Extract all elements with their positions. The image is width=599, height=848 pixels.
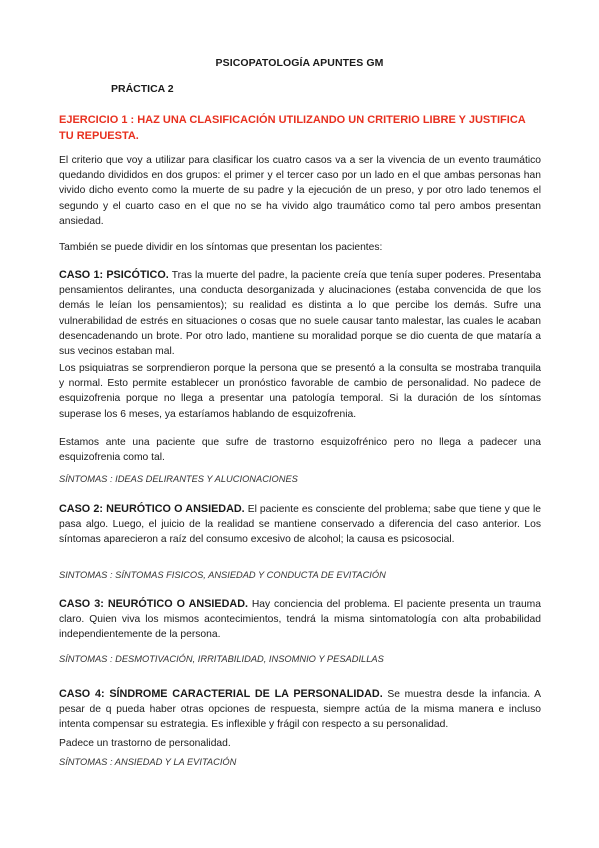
document-subtitle: PRÁCTICA 2 (111, 83, 174, 95)
caso4-title: CASO 4: SÍNDROME CARACTERIAL DE LA PERSONALIDAD. (59, 688, 383, 700)
caso2-symptoms: SINTOMAS : SÍNTOMAS FISICOS, ANSIEDAD Y CONDUCTA DE EVITACIÓN (59, 570, 386, 580)
caso4-text: Se muestra desde la infancia. A pesar de q pueda haber otras opciones de respuesta, siempre actúa de la misma manera e incluso intenta compensar su estrategia. Es inflexible y frágil con respecto a su personalidad. (59, 689, 541, 731)
caso1-text: Tras la muerte del padre, la paciente creía que tenía super poderes. Presentaba pensamientos delirantes, una conducta desorganizada y alucinaciones (estaba convencida de que los demás le leían los pensamientos); su realidad es distinta a lo que percibe los demás. Sufre una vulnerabilidad de estrés en situaciones o cosas que no suele causar tanto malestar, las cuales le acaban desencadenando un brote. Por otro lado, mantiene su moralidad porque se dio cuenta de que mataría a sus vecinos estaban mal. (59, 270, 541, 358)
caso4-paragraph (59, 687, 541, 733)
caso3-symptoms: SÍNTOMAS : DESMOTIVACIÓN, IRRITABILIDAD, INSOMNIO Y PESADILLAS (59, 654, 384, 664)
caso3-title: CASO 3: NEURÓTICO O ANSIEDAD. (59, 598, 248, 610)
intro-paragraph-2: También se puede dividir en los síntomas que presentan los pacientes: (59, 242, 383, 253)
caso3-paragraph (59, 597, 541, 643)
document-title: PSICOPATOLOGÍA APUNTES GM (215, 57, 384, 69)
caso3-text: Hay conciencia del problema. El paciente presenta un trauma claro. Quien viva los mismos acontecimientos, tendrá la misma sintomatología con alta probabilidad independientemente de la persona. (59, 599, 541, 641)
caso1-symptoms: SÍNTOMAS : IDEAS DELIRANTES Y ALUCIONACIONES (59, 474, 298, 484)
caso2-paragraph (59, 502, 541, 548)
caso4-symptoms: SÍNTOMAS : ANSIEDAD Y LA EVITACIÓN (59, 757, 237, 767)
caso1-paragraph (59, 268, 541, 359)
exercise-heading: EJERCICIO 1 : HAZ UNA CLASIFICACIÓN UTILIZANDO UN CRITERIO LIBRE Y JUSTIFICA TU REPUESTA. (59, 114, 526, 142)
caso1-paragraph-3: Estamos ante una paciente que sufre de trastorno esquizofrénico pero no llega a padecer una esquizofrenia como tal. (59, 437, 541, 464)
intro-paragraph: El criterio que voy a utilizar para clasificar los cuatro casos va a ser la vivencia de un evento traumático quedando divididos en dos grupos: el primer y el tercer caso por un lado en el que ambas personas han vivido dicho evento como la muerte de su padre y la ejecución de un preso, y por otro lado tenemos el segundo y el cuarto caso en el que no se ha vivido algo traumático como tal pero ambos presentan ansiedad. (59, 155, 541, 227)
caso2-text: El paciente es consciente del problema; sabe que tiene y que le pasa algo. Luego, el juicio de la realidad se mantiene conservado a diferencia del caso anterior. Los síntomas aparecieron a raíz del consumo excesivo de alcohol; la causa es psicosocial. (59, 504, 541, 546)
caso1-paragraph-2: Los psiquiatras se sorprendieron porque la persona que se presentó a la consulta se mostraba tranquila y normal. Esto permite establecer un pronóstico favorable de cambio de personalidad. No padece de esquizofrenia porque no llega a presentar una patología temporal. Si la duración de los síntomas superase los 6 meses, ya estaríamos hablando de esquizofrenia. (59, 363, 541, 420)
caso4-paragraph-2: Padece un trastorno de personalidad. (59, 738, 231, 749)
caso1-title: CASO 1: PSICÓTICO. (59, 269, 169, 281)
caso2-title: CASO 2: NEURÓTICO O ANSIEDAD. (59, 503, 245, 515)
